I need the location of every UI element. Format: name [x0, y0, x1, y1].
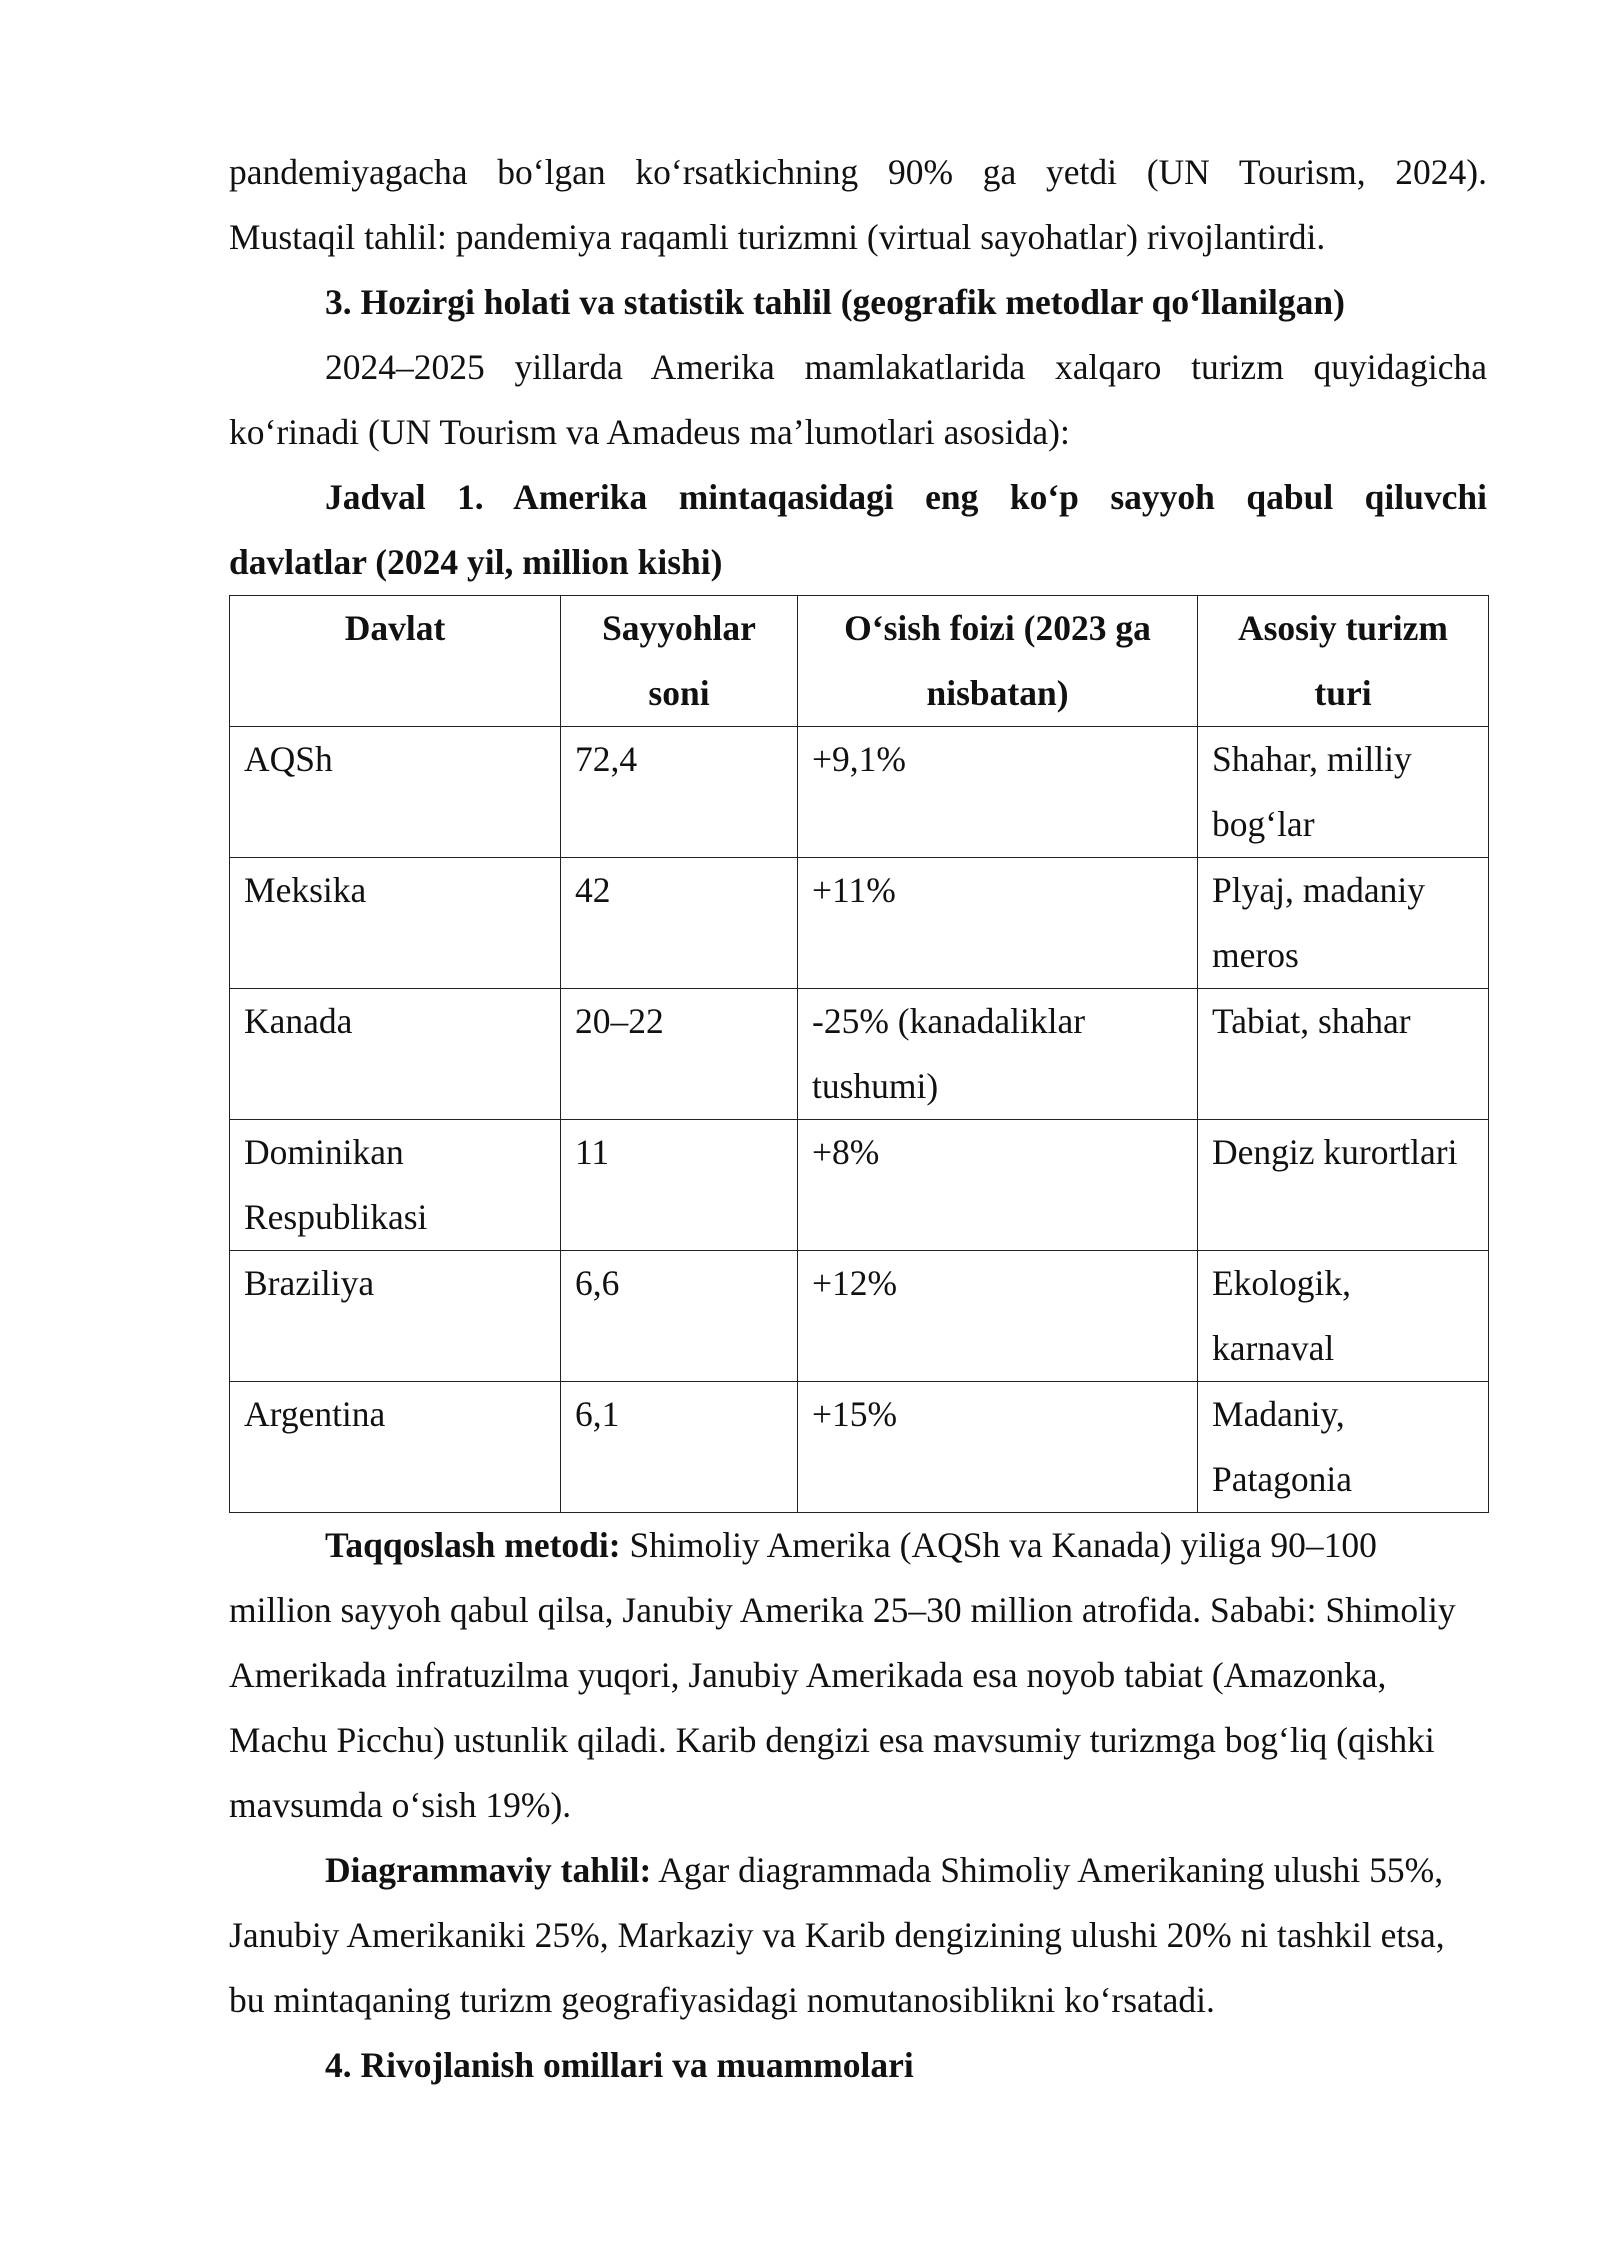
- cell-country: Braziliya: [230, 1251, 561, 1382]
- section-3-heading-text: 3. Hozirgi holati va statistik tahlil (geografik metodlar qo‘llanilgan): [325, 282, 1345, 322]
- table-row: [230, 727, 1489, 858]
- cell-country: Argentina: [230, 1382, 561, 1513]
- intro-line-2: Mustaqil tahlil: pandemiya raqamli turizmni (virtual sayohatlar) rivojlantirdi.: [229, 217, 1326, 257]
- comparison-label: Taqqoslash metodi:: [325, 1525, 621, 1565]
- cell-tourists: 11: [561, 1120, 798, 1251]
- header-osish-foizi: O‘sish foizi (2023 ga nisbatan): [798, 596, 1198, 727]
- table-row: [230, 858, 1489, 989]
- cell-country: Kanada: [230, 989, 561, 1120]
- cell-tourists: 6,6: [561, 1251, 798, 1382]
- cell-tourism-type: Shahar, milliy bog‘lar: [1198, 727, 1489, 858]
- cell-growth: +15%: [798, 1382, 1198, 1513]
- cell-growth: +12%: [798, 1251, 1198, 1382]
- section-4-heading-text: 4. Rivojlanish omillari va muammolari: [325, 2045, 914, 2085]
- table-caption-text-2: davlatlar (2024 yil, million kishi): [229, 542, 723, 582]
- document-page: [229, 140, 1487, 2098]
- cell-growth: -25% (kanadaliklar tushumi): [798, 989, 1198, 1120]
- cell-tourism-type: Dengiz kurortlari: [1198, 1120, 1489, 1251]
- table-row: [230, 1251, 1489, 1382]
- comparison-paragraph: [229, 1513, 1487, 1838]
- table-caption-line-1: [229, 465, 1487, 530]
- diagram-paragraph: [229, 1838, 1487, 2033]
- cell-tourists: 72,4: [561, 727, 798, 858]
- comparison-text: Shimoliy Amerika (AQSh va Kanada) yiliga 90–100 million sayyoh qabul qilsa, Janubiy Amerika 25–30 million atrofida. Sababi: Shimoliy Amerikada infratuzilma yuqori, Janubiy Amerikada esa noyob tabiat (Amazonka, Machu Picchu) ustunlik qiladi. Karib dengizi esa mavsumiy turizmga bog‘liq (qishki mavsumda o‘sish 19%).: [229, 1525, 1456, 1825]
- diagram-label: Diagrammaviy tahlil:: [325, 1850, 652, 1890]
- cell-tourists: 20–22: [561, 989, 798, 1120]
- cell-country: AQSh: [230, 727, 561, 858]
- cell-tourism-type: Plyaj, madaniy meros: [1198, 858, 1489, 989]
- cell-tourism-type: Ekologik, karnaval: [1198, 1251, 1489, 1382]
- header-turizm-turi: Asosiy turizm turi: [1198, 596, 1489, 727]
- table-row: [230, 989, 1489, 1120]
- cell-tourism-type: Madaniy, Patagonia: [1198, 1382, 1489, 1513]
- cell-country: Meksika: [230, 858, 561, 989]
- header-sayyohlar-soni: Sayyohlar soni: [561, 596, 798, 727]
- table-row: [230, 1382, 1489, 1513]
- section-4-heading: [229, 2033, 1487, 2098]
- cell-growth: +11%: [798, 858, 1198, 989]
- tourism-table: [229, 595, 1489, 1513]
- table-row: [230, 1120, 1489, 1251]
- cell-tourists: 42: [561, 858, 798, 989]
- table-caption-text-1: Jadval 1. Amerika mintaqasidagi eng ko‘p sayyoh qabul qiluvchi: [325, 477, 1487, 517]
- table-header-row: [230, 596, 1489, 727]
- section-3-paragraph: 2024–2025 yillarda Amerika mamlakatlarida xalqaro turizm quyidagicha ko‘rinadi (UN Tourism va Amadeus ma’lumotlari asosida):: [229, 347, 1487, 452]
- section-3-heading: [229, 270, 1487, 335]
- header-davlat: Davlat: [230, 596, 561, 727]
- cell-country: Dominikan Respublikasi: [230, 1120, 561, 1251]
- cell-growth: +8%: [798, 1120, 1198, 1251]
- intro-line-1: pandemiyagacha bo‘lgan ko‘rsatkichning 90% ga yetdi (UN Tourism, 2024).: [229, 152, 1487, 192]
- table-caption-line-2: [229, 530, 1487, 595]
- cell-growth: +9,1%: [798, 727, 1198, 858]
- diagram-text: Agar diagrammada Shimoliy Amerikaning ulushi 55%, Janubiy Amerikaniki 25%, Markaziy va Karib dengizining ulushi 20% ni tashkil etsa, bu mintaqaning turizm geografiyasidagi nomutanosiblikni ko‘rsatadi.: [229, 1850, 1445, 2020]
- cell-tourists: 6,1: [561, 1382, 798, 1513]
- cell-tourism-type: Tabiat, shahar: [1198, 989, 1489, 1120]
